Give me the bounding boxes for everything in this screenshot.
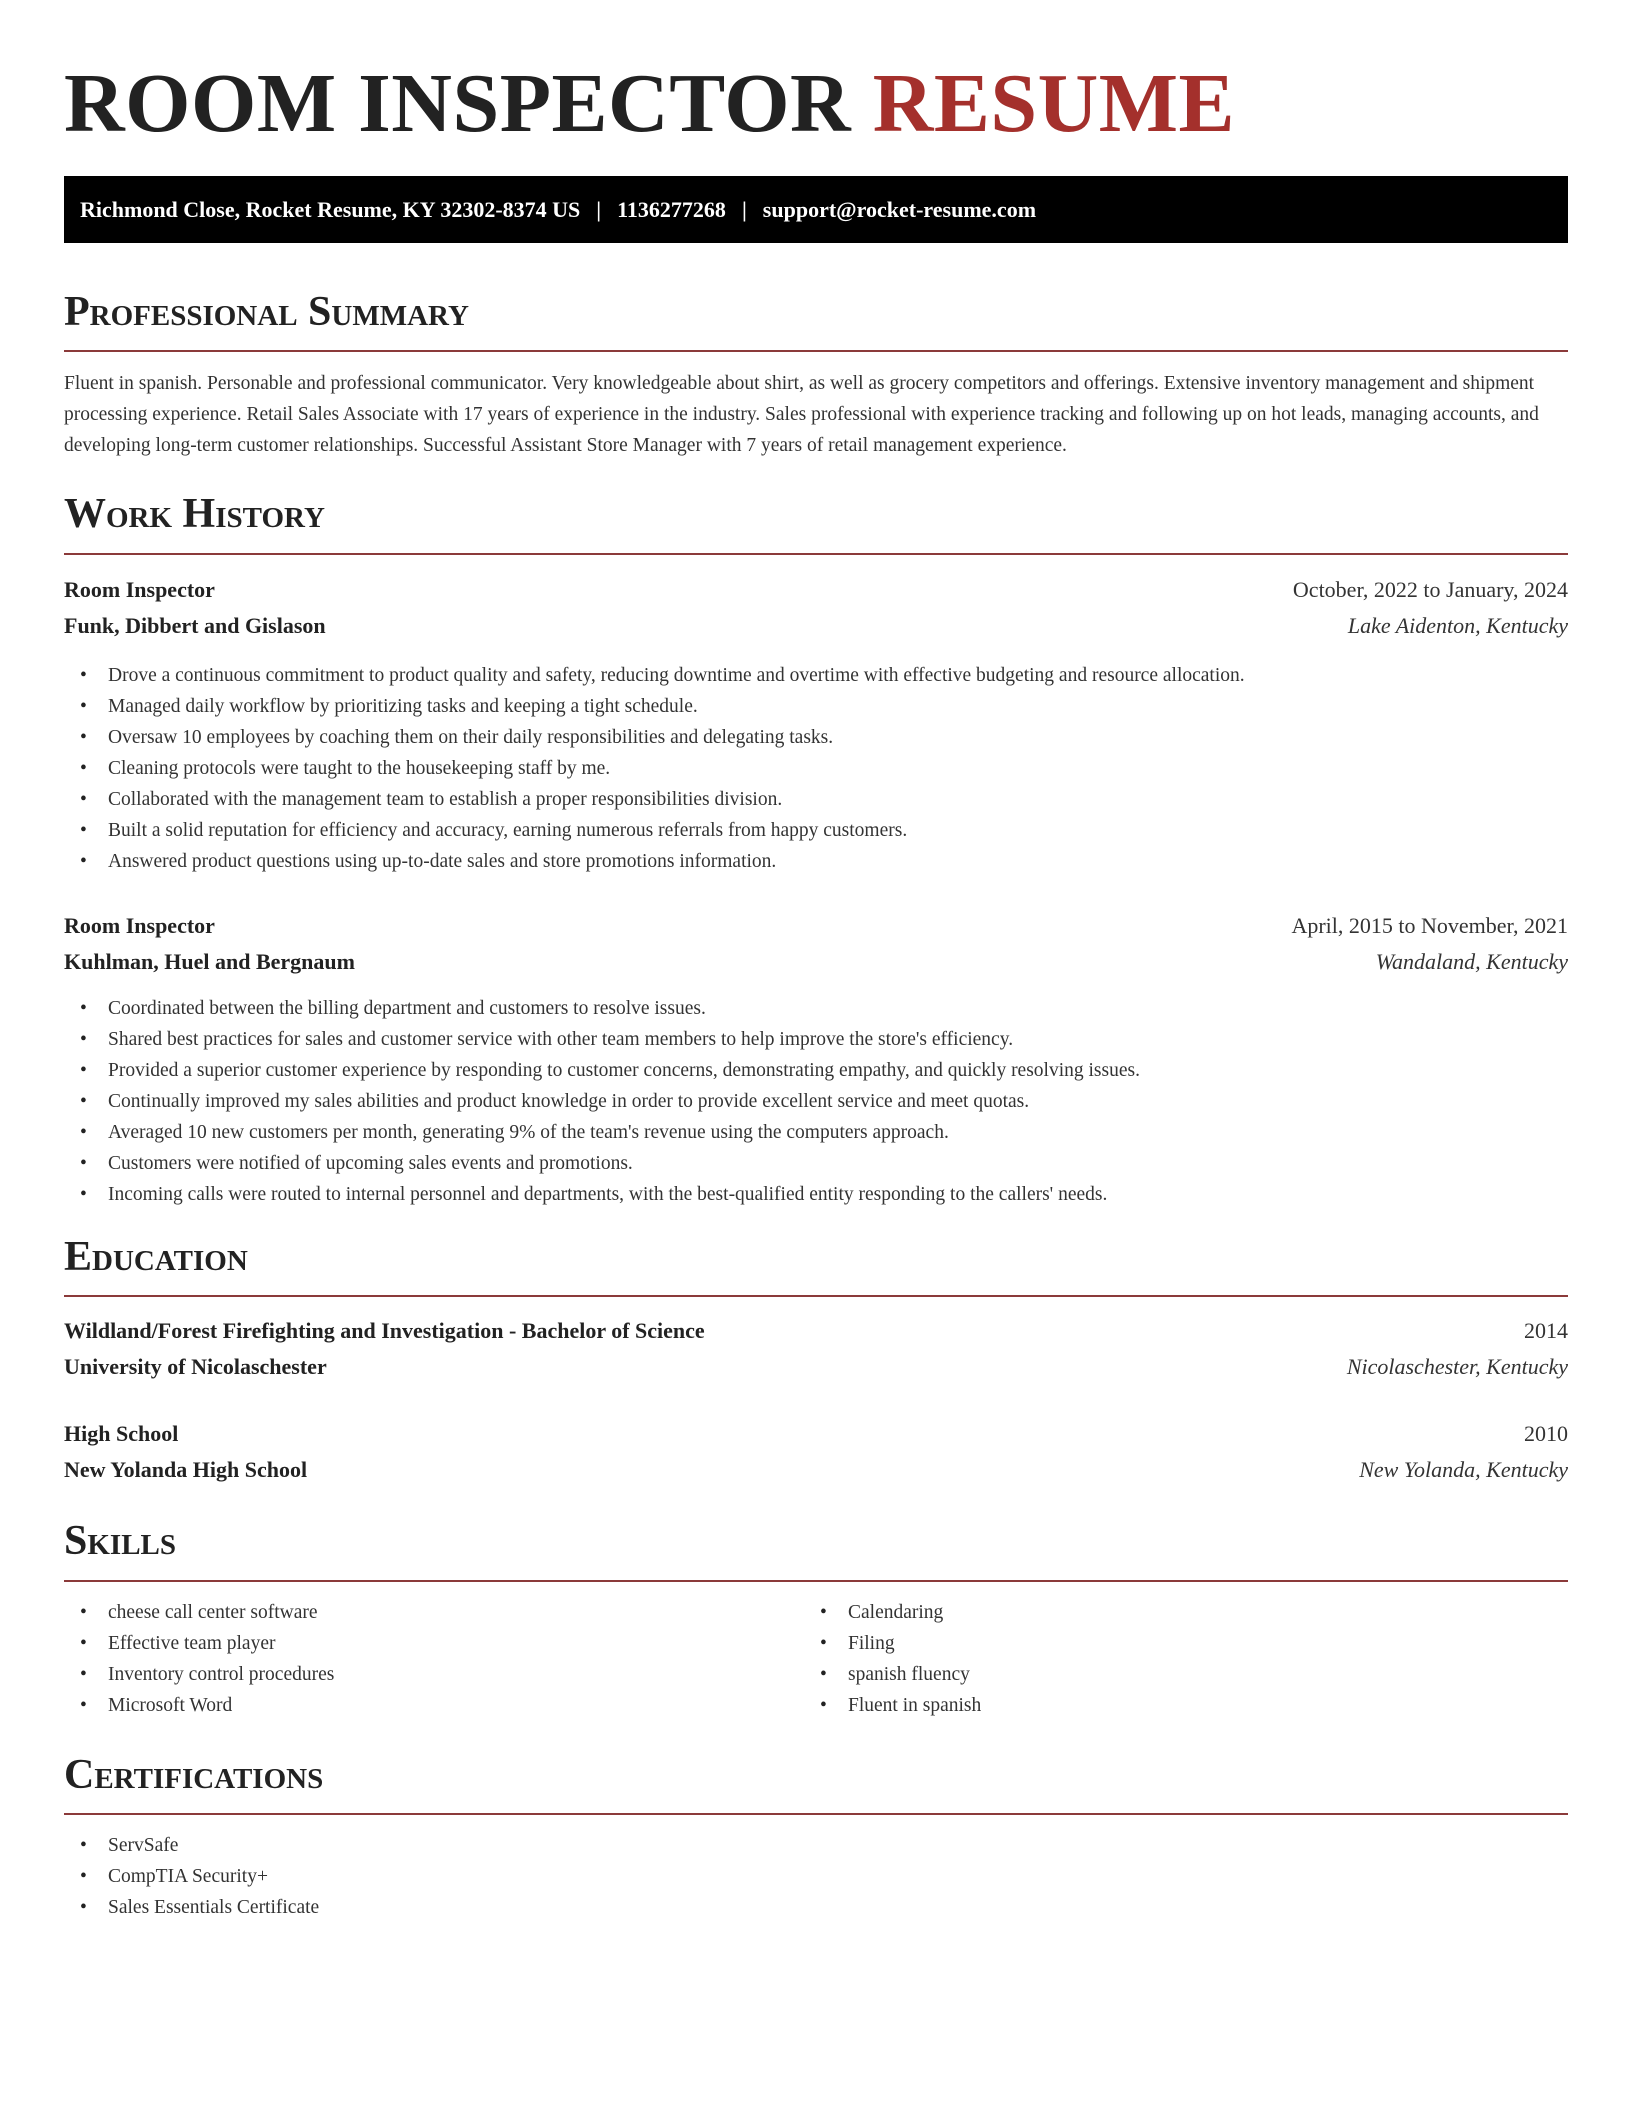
education-location: New Yolanda, Kentucky bbox=[1359, 1457, 1568, 1482]
list-item: • Drove a continuous commitment to product quality and safety, reducing downtime and overtime with effective budgeting and resource allocation. bbox=[64, 660, 1568, 691]
title-accent: RESUME bbox=[872, 57, 1236, 150]
job-company-row bbox=[64, 946, 1568, 978]
education-degree-row bbox=[64, 1315, 1568, 1347]
certification-item: • CompTIA Security+ bbox=[64, 1861, 1568, 1892]
summary-text: Fluent in spanish. Personable and professional communicator. Very knowledgeable about shirt, as well as grocery competitors and offerings. Extensive inventory management and shipment processing experience. Retail Sales Associate with 17 years of experience in the industry. Sales professional with experience tracking and following up on hot leads, managing accounts, and developing long-term customer relationships. Successful Assistant Store Manager with 7 years of retail management experience. bbox=[64, 373, 1539, 456]
job-dates: April, 2015 to November, 2021 bbox=[1291, 913, 1568, 938]
contact-separator: | bbox=[596, 196, 602, 222]
education-school: University of Nicolaschester bbox=[64, 1354, 327, 1379]
skill-item: • Filing bbox=[804, 1628, 1544, 1659]
certification-item: • Sales Essentials Certificate bbox=[64, 1892, 1568, 1923]
skills-heading: Skills bbox=[64, 1518, 177, 1564]
section-divider bbox=[64, 1813, 1568, 1815]
education-heading: Education bbox=[64, 1234, 248, 1280]
skill-item: • Calendaring bbox=[804, 1597, 1544, 1628]
skill-item: • Effective team player bbox=[64, 1628, 804, 1659]
education-location: Nicolaschester, Kentucky bbox=[1346, 1354, 1568, 1379]
job-title: Room Inspector bbox=[64, 913, 215, 938]
list-item: • Shared best practices for sales and customer service with other team members to help improve the store's efficiency. bbox=[64, 1024, 1568, 1055]
work-history-heading: Work History bbox=[64, 491, 325, 537]
list-item: • Cleaning protocols were taught to the housekeeping staff by me. bbox=[64, 753, 1568, 784]
job-header-row bbox=[64, 574, 1568, 606]
skill-item: • Microsoft Word bbox=[64, 1690, 804, 1721]
contact-phone[interactable]: 1136277268 bbox=[617, 196, 726, 222]
list-item: • Continually improved my sales abilities and product knowledge in order to provide excellent service and meet quotas. bbox=[64, 1086, 1568, 1117]
education-school-row bbox=[64, 1454, 1568, 1486]
list-item: • Incoming calls were routed to internal personnel and departments, with the best-qualified entity responding to the callers' needs. bbox=[64, 1179, 1568, 1210]
section-divider bbox=[64, 553, 1568, 555]
list-item: • Answered product questions using up-to-date sales and store promotions information. bbox=[64, 846, 1568, 877]
job-duties-list bbox=[64, 993, 1568, 1210]
job-dates: October, 2022 to January, 2024 bbox=[1292, 577, 1568, 602]
list-item: • Coordinated between the billing department and customers to resolve issues. bbox=[64, 993, 1568, 1024]
education-year: 2010 bbox=[1524, 1421, 1568, 1446]
certification-item: • ServSafe bbox=[64, 1830, 1568, 1861]
section-divider bbox=[64, 350, 1568, 352]
education-school-row bbox=[64, 1351, 1568, 1383]
section-divider bbox=[64, 1295, 1568, 1297]
contact-separator: | bbox=[741, 196, 747, 222]
list-item: • Oversaw 10 employees by coaching them on their daily responsibilities and delegating tasks. bbox=[64, 722, 1568, 753]
skill-item: • spanish fluency bbox=[804, 1659, 1544, 1690]
skill-item: • Fluent in spanish bbox=[804, 1690, 1544, 1721]
job-header-row bbox=[64, 910, 1568, 942]
skill-item: • cheese call center software bbox=[64, 1597, 804, 1628]
education-school: New Yolanda High School bbox=[64, 1457, 308, 1482]
resume-title bbox=[64, 56, 1235, 152]
education-year: 2014 bbox=[1524, 1318, 1568, 1343]
contact-address: Richmond Close, Rocket Resume, KY 32302-8374 US bbox=[80, 196, 581, 222]
list-item: • Customers were notified of upcoming sales events and promotions. bbox=[64, 1148, 1568, 1179]
skills-list-left bbox=[64, 1597, 804, 1721]
job-location: Wandaland, Kentucky bbox=[1375, 949, 1568, 974]
skills-list-right bbox=[804, 1597, 1544, 1721]
job-company: Kuhlman, Huel and Bergnaum bbox=[64, 949, 355, 974]
certifications-heading: Certifications bbox=[64, 1752, 324, 1798]
education-degree-row bbox=[64, 1418, 1568, 1450]
list-item: • Provided a superior customer experience by responding to customer concerns, demonstrating empathy, and quickly resolving issues. bbox=[64, 1055, 1568, 1086]
skill-item: • Inventory control procedures bbox=[64, 1659, 804, 1690]
contact-email[interactable]: support@rocket-resume.com bbox=[762, 196, 1037, 222]
education-degree: High School bbox=[64, 1421, 179, 1446]
summary-heading: Professional Summary bbox=[64, 289, 469, 335]
education-degree: Wildland/Forest Firefighting and Investigation - Bachelor of Science bbox=[64, 1318, 705, 1343]
contact-bar bbox=[64, 176, 1568, 243]
list-item: • Collaborated with the management team to establish a proper responsibilities division. bbox=[64, 784, 1568, 815]
list-item: • Built a solid reputation for efficiency and accuracy, earning numerous referrals from happy customers. bbox=[64, 815, 1568, 846]
job-location: Lake Aidenton, Kentucky bbox=[1347, 613, 1568, 638]
job-title: Room Inspector bbox=[64, 577, 215, 602]
list-item: • Managed daily workflow by prioritizing tasks and keeping a tight schedule. bbox=[64, 691, 1568, 722]
section-divider bbox=[64, 1580, 1568, 1582]
list-item: • Averaged 10 new customers per month, generating 9% of the team's revenue using the computers approach. bbox=[64, 1117, 1568, 1148]
job-company: Funk, Dibbert and Gislason bbox=[64, 613, 326, 638]
job-company-row bbox=[64, 610, 1568, 642]
job-duties-list bbox=[64, 660, 1568, 877]
title-main: ROOM INSPECTOR bbox=[64, 57, 852, 150]
certifications-list bbox=[64, 1830, 1568, 1923]
